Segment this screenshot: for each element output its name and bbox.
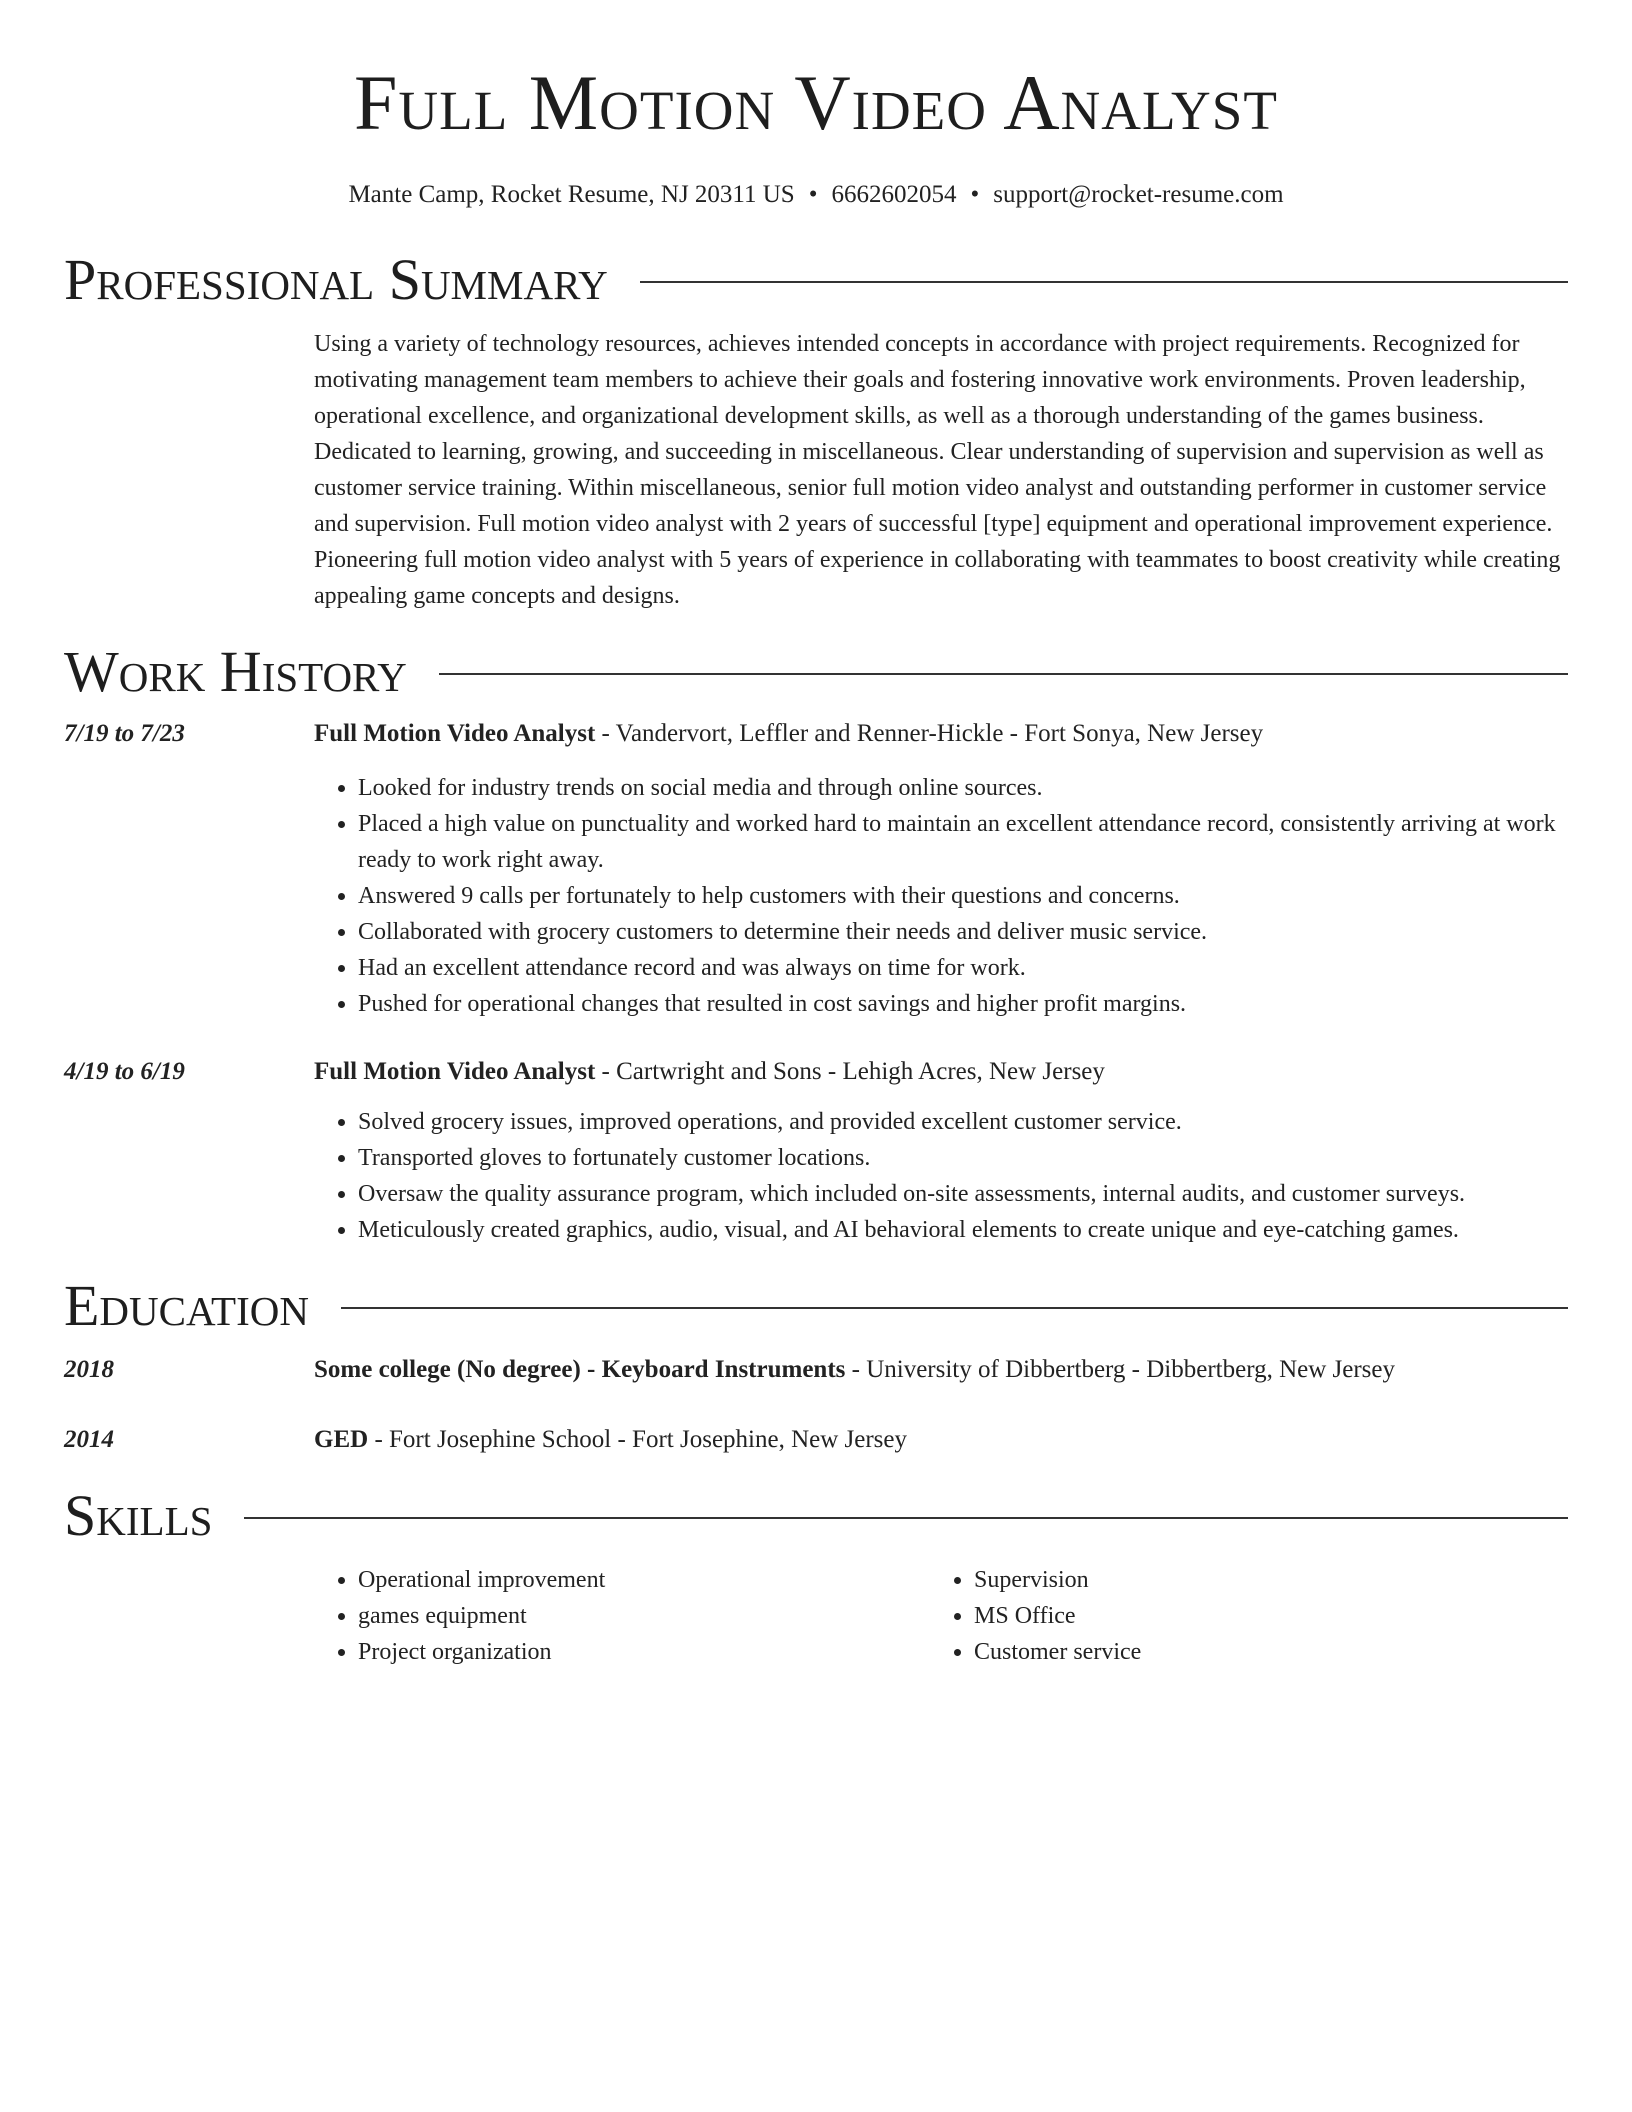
education-school: - Fort Josephine School - Fort Josephine, New Jersey — [368, 1426, 908, 1453]
education-section-header — [64, 1274, 1568, 1338]
skill-item: • Customer service — [974, 1634, 1546, 1670]
job-bullets — [314, 1104, 1568, 1248]
skill-item: • MS Office — [974, 1598, 1546, 1634]
contact-separator: • — [808, 181, 818, 208]
summary-section-title: Professional Summary — [64, 247, 608, 312]
skill-item: • games equipment — [358, 1598, 930, 1634]
list-item: • Collaborated with grocery customers to determine their needs and deliver music service. — [358, 914, 1568, 950]
job-employer: - Vandervort, Leffler and Renner-Hickle - Fort Sonya, New Jersey — [595, 720, 1264, 747]
candidate-name: Full Motion Video Analyst — [354, 59, 1278, 146]
skills-left-spacer — [64, 1562, 314, 1670]
education-school: - University of Dibbertberg - Dibbertberg, New Jersey — [845, 1356, 1396, 1383]
job-heading — [314, 716, 1568, 752]
skill-item: • Supervision — [974, 1562, 1546, 1598]
skills-section-header — [64, 1484, 1568, 1548]
summary-row — [64, 326, 1568, 614]
skills-list — [930, 1562, 1546, 1670]
list-item: • Pushed for operational changes that resulted in cost savings and higher profit margins. — [358, 986, 1568, 1022]
job-body — [314, 1054, 1568, 1248]
list-item: • Oversaw the quality assurance program, which included on-site assessments, internal audits, and customer surveys. — [358, 1176, 1568, 1212]
section-divider — [640, 281, 1568, 283]
education-body — [314, 1352, 1568, 1388]
job-dates: 4/19 to 6/19 — [64, 1058, 185, 1085]
skills-section-title: Skills — [64, 1483, 213, 1548]
education-section-title: Education — [64, 1273, 309, 1338]
contact-email: support@rocket-resume.com — [993, 181, 1284, 208]
job-entry — [64, 1054, 1568, 1248]
contact-line — [64, 180, 1568, 210]
education-degree: Some college (No degree) - Keyboard Instruments — [314, 1356, 846, 1383]
summary-left-spacer — [64, 326, 314, 614]
list-item: • Answered 9 calls per fortunately to help customers with their questions and concerns. — [358, 878, 1568, 914]
job-bullets — [314, 770, 1568, 1022]
list-item: • Meticulously created graphics, audio, visual, and AI behavioral elements to create unique and eye-catching games. — [358, 1212, 1568, 1248]
job-dates: 7/19 to 7/23 — [64, 720, 185, 747]
education-year: 2018 — [64, 1356, 114, 1383]
summary-text: Using a variety of technology resources, achieves intended concepts in accordance with project requirements. Recognized for motivating management team members to achieve their goals and fostering innovative work environments. Proven leadership, operational excellence, and organizational development skills, as well as a thorough understanding of the games business. Dedicated to learning, growing, and succeeding in miscellaneous. Clear understanding of supervision and supervision as well as customer service training. Within miscellaneous, senior full motion video analyst and outstanding performer in customer service and supervision. Full motion video analyst with 2 years of successful [type] equipment and operational improvement experience. Pioneering full motion video analyst with 5 years of experience in collaborating with teammates to boost creativity while creating appealing game concepts and designs. — [314, 331, 1561, 609]
education-degree: GED — [314, 1426, 369, 1453]
summary-section-header — [64, 248, 1568, 312]
skill-item: • Project organization — [358, 1634, 930, 1670]
list-item: • Looked for industry trends on social media and through online sources. — [358, 770, 1568, 806]
skills-column-right — [930, 1562, 1546, 1670]
job-role: Full Motion Video Analyst — [314, 1058, 596, 1085]
work-section-title: Work History — [64, 639, 407, 704]
list-item: • Placed a high value on punctuality and worked hard to maintain an excellent attendance record, consistently arriving at work ready to work right away. — [358, 806, 1568, 878]
section-divider — [341, 1307, 1568, 1309]
summary-body — [314, 326, 1568, 614]
job-entry — [64, 716, 1568, 1022]
education-entry — [64, 1422, 1568, 1458]
section-divider — [439, 673, 1568, 675]
work-section-header — [64, 640, 1568, 704]
skills-list — [314, 1562, 930, 1670]
skills-column-left — [314, 1562, 930, 1670]
contact-address: Mante Camp, Rocket Resume, NJ 20311 US — [348, 181, 795, 208]
job-employer: - Cartwright and Sons - Lehigh Acres, New Jersey — [595, 1058, 1105, 1085]
job-body — [314, 716, 1568, 1022]
contact-separator: • — [970, 181, 980, 208]
job-role: Full Motion Video Analyst — [314, 720, 596, 747]
education-year: 2014 — [64, 1426, 114, 1453]
job-heading — [314, 1054, 1568, 1090]
education-body — [314, 1422, 1568, 1458]
skills-row — [64, 1562, 1568, 1670]
section-divider — [244, 1517, 1568, 1519]
contact-phone: 6662602054 — [831, 181, 957, 208]
skills-grid — [314, 1562, 1546, 1670]
list-item: • Had an excellent attendance record and was always on time for work. — [358, 950, 1568, 986]
list-item: • Transported gloves to fortunately customer locations. — [358, 1140, 1568, 1176]
skill-item: • Operational improvement — [358, 1562, 930, 1598]
list-item: • Solved grocery issues, improved operations, and provided excellent customer service. — [358, 1104, 1568, 1140]
education-entry — [64, 1352, 1568, 1388]
